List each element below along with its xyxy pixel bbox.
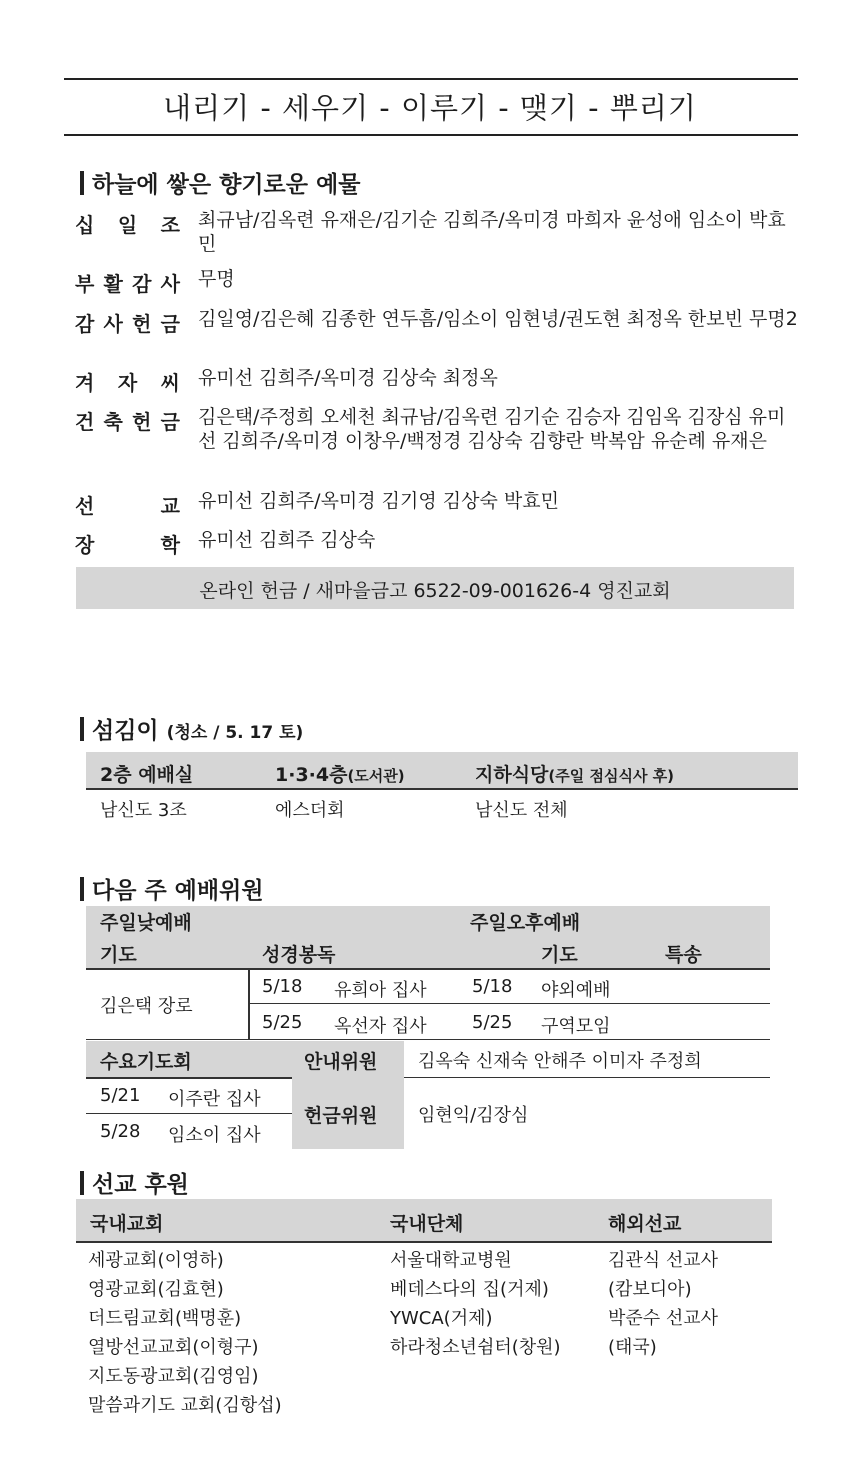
cleaning-header-2f: 2층 예배실	[100, 764, 194, 786]
committee-guide-label: 안내위원	[304, 1051, 378, 1073]
wed-row1-date: 5/21	[100, 1085, 141, 1106]
mission-overseas-4: (태국)	[608, 1337, 657, 1358]
committee-row-divider	[250, 1003, 770, 1004]
motto-bottom-rule	[64, 134, 798, 136]
mission-church-1: 세광교회(이영하)	[88, 1250, 224, 1271]
offering-text-tithe: 최규남/김옥련 유재은/김기순 김희주/옥미경 마희자 윤성애 임소이 박효민	[198, 209, 786, 255]
committee-offering-label: 헌금위원	[304, 1105, 378, 1127]
committee-col-prayer2: 기도	[541, 944, 578, 966]
committee-title-text: 다음 주 예배위원	[92, 878, 264, 904]
offering-label-mission: 선 교	[75, 494, 180, 518]
mission-header-orgs: 국내단체	[390, 1213, 464, 1235]
offerings-title	[80, 166, 360, 199]
section-bar-icon	[80, 717, 84, 741]
committee-row2-date2: 5/25	[472, 1012, 513, 1033]
mission-title	[80, 1166, 189, 1199]
committee-row1-date2: 5/18	[472, 976, 513, 997]
mission-church-3: 더드림교회(백명훈)	[88, 1308, 242, 1329]
cleaning-title-text: 섬김이	[92, 718, 159, 744]
cleaning-header-134f	[275, 760, 405, 787]
committee-bottom-rule	[86, 1039, 770, 1040]
wed-row1-name: 이주란 집사	[168, 1089, 261, 1110]
cleaning-value-basement: 남신도 전체	[475, 800, 568, 821]
cleaning-title	[80, 712, 303, 745]
top-rule	[64, 78, 798, 80]
section-bar-icon	[80, 171, 84, 195]
wednesday-header-rule	[86, 1077, 292, 1079]
mission-header-rule	[76, 1241, 772, 1243]
committee-wednesday: 수요기도회	[100, 1051, 192, 1073]
wed-row-divider	[86, 1113, 292, 1114]
committee-row2-date: 5/25	[262, 1012, 303, 1033]
offering-text-mission: 유미선 김희주/옥미경 김기영 김상숙 박효민	[198, 490, 559, 512]
mission-church-4: 열방선교교회(이형구)	[88, 1337, 259, 1358]
cleaning-value-134f: 에스더회	[275, 800, 345, 821]
committee-col-reading: 성경봉독	[262, 944, 336, 966]
offerings-title-text: 하늘에 쌓은 향기로운 예물	[92, 172, 361, 198]
offering-text-thanks: 김일영/김은혜 김종한 연두흠/임소이 임현녕/권도현 최정옥 한보빈 무명2	[198, 308, 798, 330]
offering-label-easter: 부 활 감 사	[75, 272, 180, 296]
committee-col-prayer: 기도	[100, 944, 137, 966]
cleaning-header-rule	[86, 788, 798, 790]
offering-text-mustard: 유미선 김희주/옥미경 김상숙 최정옥	[198, 367, 498, 389]
offering-label-thanks: 감 사 헌 금	[75, 312, 180, 336]
offering-text-building: 김은택/주정희 오세천 최규남/김옥련 김기순 김승자 김임옥 김장심 유미선 김희주/옥미경 이창우/백정경 김상숙 김향란 박복암 유순례 유재은	[198, 406, 786, 452]
committee-sunday-morning: 주일낮예배	[100, 912, 192, 934]
committee-row1-afternoon: 야외예배	[541, 980, 611, 1001]
mission-org-2: 베데스다의 집(거제)	[390, 1279, 549, 1300]
mission-overseas-3: 박준수 선교사	[608, 1308, 719, 1329]
mission-header-churches: 국내교회	[90, 1213, 164, 1235]
mission-org-4: 하라청소년쉼터(창원)	[390, 1337, 561, 1358]
committee-offering-names: 임현익/김장심	[418, 1105, 529, 1126]
committee-vertical-rule	[248, 970, 250, 1040]
offering-text-scholarship: 유미선 김희주 김상숙	[198, 529, 376, 551]
committee-col-special: 특송	[665, 944, 702, 966]
section-bar-icon	[80, 877, 84, 901]
guide-rule	[404, 1077, 770, 1078]
mission-overseas-1: 김관식 선교사	[608, 1250, 719, 1271]
mission-header-overseas: 해외선교	[608, 1213, 682, 1235]
mission-church-2: 영광교회(김효현)	[88, 1279, 224, 1300]
committee-row2-afternoon: 구역모임	[541, 1016, 611, 1037]
committee-row1-reader: 유희아 집사	[334, 980, 427, 1001]
wed-row2-name: 임소이 집사	[168, 1125, 261, 1146]
cleaning-header-134f-main: 1·3·4층	[275, 764, 348, 786]
mission-org-3: YWCA(거제)	[390, 1308, 493, 1329]
committee-row1-date: 5/18	[262, 976, 303, 997]
offering-label-mustard: 겨 자 씨	[75, 371, 180, 395]
cleaning-header-134f-sub: (도서관)	[347, 767, 405, 785]
committee-header-rule	[86, 968, 770, 970]
cleaning-value-2f: 남신도 3조	[100, 800, 187, 821]
committee-prayer-name: 김은택 장로	[100, 996, 193, 1017]
offering-label-scholarship: 장 학	[75, 533, 180, 557]
committee-title	[80, 872, 264, 905]
mission-org-1: 서울대학교병원	[390, 1250, 512, 1271]
committee-row2-reader: 옥선자 집사	[334, 1016, 427, 1037]
cleaning-header-basement-main: 지하식당	[475, 764, 549, 786]
mission-church-6: 말씀과기도 교회(김항섭)	[88, 1395, 282, 1416]
offering-label-tithe: 십 일 조	[75, 213, 180, 237]
mission-title-text: 선교 후원	[92, 1172, 189, 1198]
mission-church-5: 지도동광교회(김영임)	[88, 1366, 259, 1387]
cleaning-subtitle: (청소 / 5. 17 토)	[166, 723, 304, 743]
cleaning-header-basement-sub: (주일 점심식사 후)	[548, 767, 675, 785]
committee-guide-names: 김옥숙 신재숙 안해주 이미자 주정희	[418, 1051, 702, 1072]
cleaning-header-basement	[475, 760, 674, 787]
mission-overseas-2: (캄보디아)	[608, 1279, 692, 1300]
offering-label-building: 건 축 헌 금	[75, 410, 180, 434]
section-bar-icon	[80, 1171, 84, 1195]
online-offering-text: 온라인 헌금 / 새마을금고 6522-09-001626-4 영진교회	[199, 580, 671, 602]
committee-sunday-afternoon: 주일오후예배	[470, 912, 581, 934]
offering-text-easter: 무명	[198, 268, 235, 290]
wed-row2-date: 5/28	[100, 1121, 141, 1142]
motto: 내리기 - 세우기 - 이루기 - 맺기 - 뿌리기	[163, 91, 697, 125]
